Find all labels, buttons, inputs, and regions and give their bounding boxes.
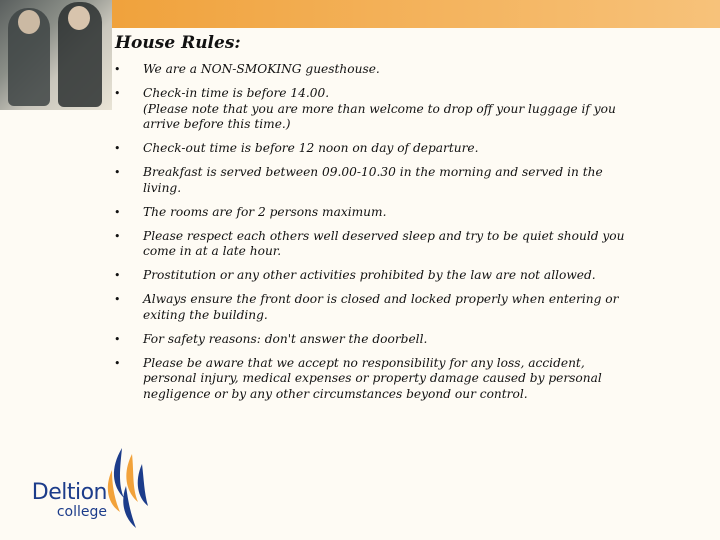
rules-list — [114, 62, 708, 411]
rule-item — [114, 86, 708, 133]
top-band — [112, 0, 720, 28]
bullet-icon: • — [114, 205, 121, 219]
rule-text: We are a NON-SMOKING guesthouse. — [143, 62, 380, 76]
page-title: House Rules: — [115, 33, 241, 53]
logo-name: Deltion — [31, 480, 107, 505]
bullet-icon: • — [114, 229, 121, 243]
bullet-icon: • — [114, 142, 121, 155]
rule-item — [114, 356, 708, 403]
rule-item — [114, 205, 708, 221]
bullet-icon: • — [114, 63, 121, 76]
rule-text: Check-out time is before 12 noon on day of departure. — [143, 141, 479, 155]
rule-item — [114, 332, 708, 348]
rule-text: Breakfast is served between 09.00-10.30 in the morning and served in the living. — [143, 165, 603, 195]
rule-text: Prostitution or any other activities prohibited by the law are not allowed. — [143, 268, 596, 282]
rule-text: Always ensure the front door is closed and locked properly when entering or exiting the building. — [143, 292, 619, 322]
rule-item — [114, 268, 708, 284]
bullet-icon: • — [114, 356, 121, 370]
bullet-icon: • — [114, 332, 121, 346]
rule-text: Please respect each others well deserved sleep and try to be quiet should you come in at a late hour. — [143, 228, 625, 258]
rule-item — [114, 229, 708, 260]
header-photo — [0, 0, 112, 110]
rule-text: The rooms are for 2 persons maximum. — [143, 204, 387, 219]
rule-item — [114, 292, 708, 323]
deltion-logo — [25, 482, 107, 520]
rule-item — [114, 141, 708, 157]
bullet-icon: • — [114, 166, 121, 179]
logo-subtitle: college — [56, 504, 107, 520]
rule-text: Please be aware that we accept no responsibility for any loss, accident, personal injury, medical expenses or property damage caused by personal negligence or by any other circumstances beyond our control. — [143, 355, 602, 401]
rule-text: Check-in time is before 14.00. (Please note that you are more than welcome to drop off your luggage if you arrive before this time.) — [143, 86, 616, 131]
bullet-icon: • — [114, 293, 121, 306]
rule-text: For safety reasons: don't answer the doorbell. — [143, 331, 428, 346]
rule-item — [114, 165, 708, 196]
bullet-icon: • — [114, 269, 121, 282]
rule-item — [114, 62, 708, 78]
bullet-icon: • — [114, 87, 121, 100]
